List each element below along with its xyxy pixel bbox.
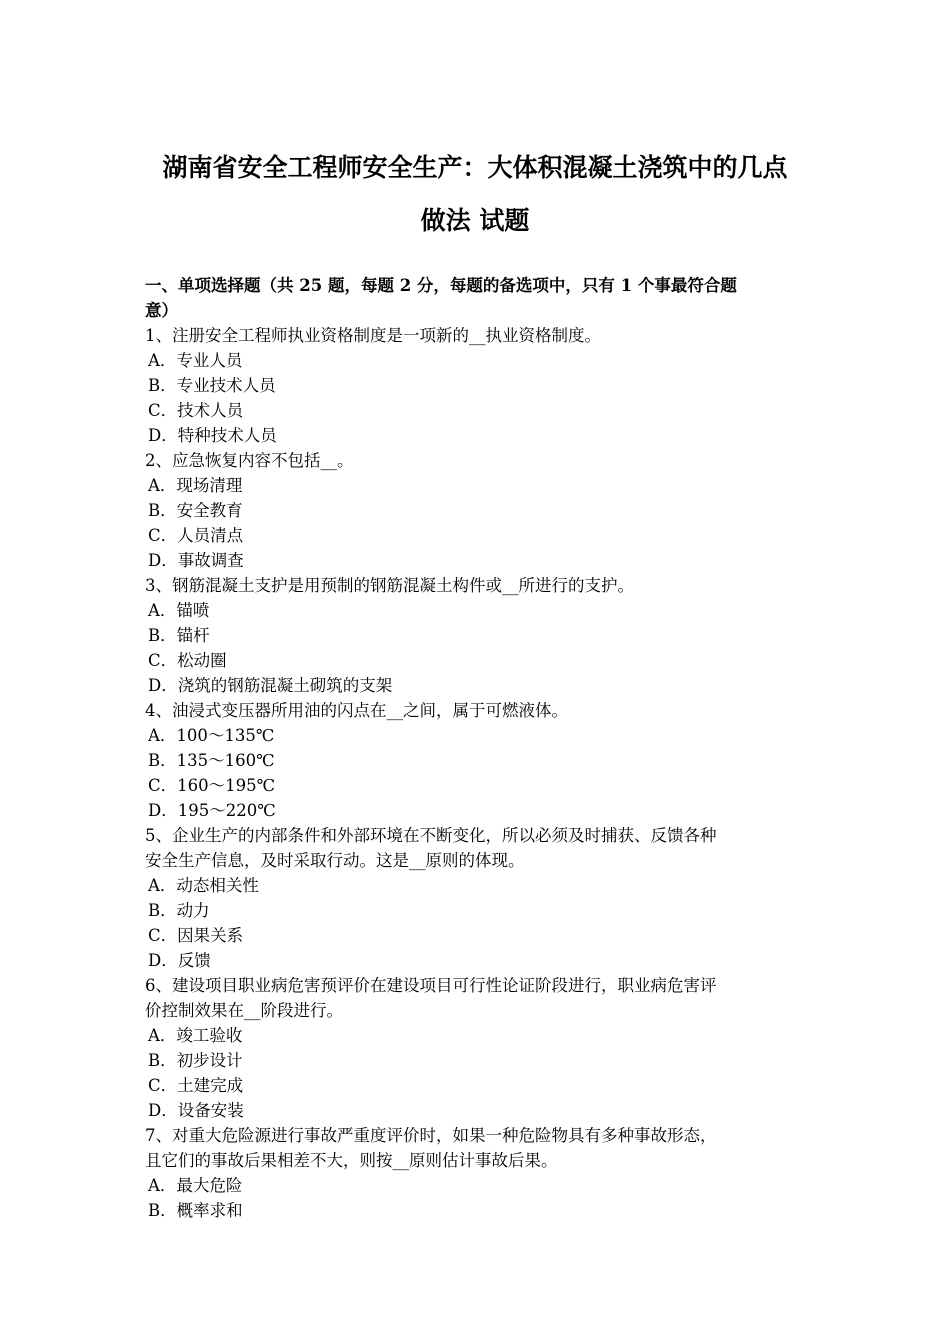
question-stem: 安全生产信息，及时采取行动。这是__原则的体现。: [145, 851, 525, 870]
option-c: C．松动圈: [148, 651, 227, 670]
question-2: [145, 448, 810, 573]
option-d: D．特种技术人员: [148, 426, 277, 445]
section-heading-line: 意）: [145, 301, 178, 320]
question-stem: 价控制效果在__阶段进行。: [145, 1001, 343, 1020]
option-a: A．最大危险: [148, 1176, 243, 1195]
option-c: C．160～195℃: [148, 776, 276, 795]
question-stem: 5、企业生产的内部条件和外部环境在不断变化，所以必须及时捕获、反馈各种: [145, 826, 717, 845]
question-7: [145, 1123, 810, 1223]
option-d: D．反馈: [148, 951, 211, 970]
option-b: B．锚杆: [148, 626, 210, 645]
option-c: C．因果关系: [148, 926, 244, 945]
option-a: A．动态相关性: [148, 876, 259, 895]
question-stem: 6、建设项目职业病危害预评价在建设项目可行性论证阶段进行，职业病危害评: [145, 976, 717, 995]
question-6: [145, 973, 810, 1123]
question-5: [145, 823, 810, 973]
option-b: B．135～160℃: [148, 751, 275, 770]
section-heading-line: 一、单项选择题（共 25 题，每题 2 分，每题的备选项中，只有 1 个事最符合题: [145, 276, 737, 295]
question-3: [145, 573, 810, 698]
question-4: [145, 698, 810, 823]
document-title-line-2: 做法 试题: [420, 206, 530, 235]
question-stem: 2、应急恢复内容不包括__。: [145, 451, 354, 470]
option-b: B．概率求和: [148, 1201, 243, 1220]
document-body: [145, 273, 810, 1223]
option-b: B．安全教育: [148, 501, 243, 520]
option-c: C．技术人员: [148, 401, 244, 420]
option-b: B．专业技术人员: [148, 376, 276, 395]
question-stem: 且它们的事故后果相差不大，则按__原则估计事故后果。: [145, 1151, 558, 1170]
option-b: B．动力: [148, 901, 210, 920]
option-d: D．事故调查: [148, 551, 244, 570]
question-stem: 3、钢筋混凝土支护是用预制的钢筋混凝土构件或__所进行的支护。: [145, 576, 634, 595]
option-a: A．专业人员: [148, 351, 243, 370]
document-title-line-1: 湖南省安全工程师安全生产：大体积混凝土浇筑中的几点: [162, 153, 788, 182]
option-a: A．竣工验收: [148, 1026, 243, 1045]
option-a: A．现场清理: [148, 476, 243, 495]
option-c: C．人员清点: [148, 526, 244, 545]
option-d: D．设备安装: [148, 1101, 244, 1120]
question-stem: 1、注册安全工程师执业资格制度是一项新的__执业资格制度。: [145, 326, 601, 345]
question-stem: 4、油浸式变压器所用油的闪点在__之间，属于可燃液体。: [145, 701, 568, 720]
option-a: A．锚喷: [148, 601, 210, 620]
option-c: C．土建完成: [148, 1076, 244, 1095]
option-b: B．初步设计: [148, 1051, 243, 1070]
option-d: D．浇筑的钢筋混凝土砌筑的支架: [148, 676, 393, 695]
question-stem: 7、对重大危险源进行事故严重度评价时，如果一种危险物具有多种事故形态，: [145, 1126, 717, 1145]
option-d: D．195～220℃: [148, 801, 276, 820]
section-heading: [145, 273, 810, 323]
question-1: [145, 323, 810, 448]
option-a: A．100～135℃: [148, 726, 275, 745]
